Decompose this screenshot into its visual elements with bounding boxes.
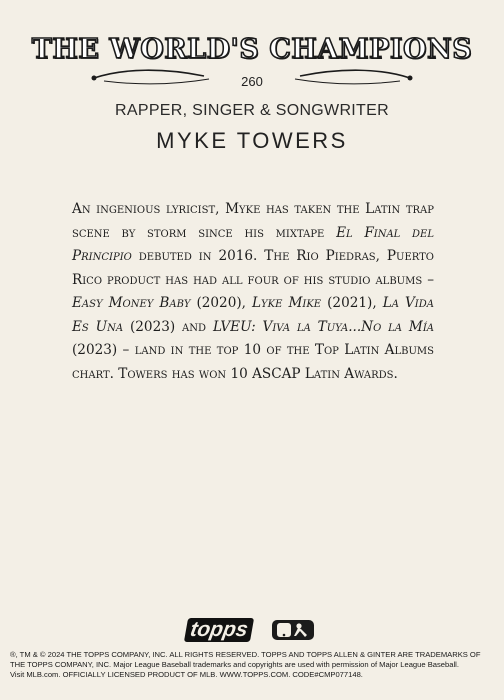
bio-text: (2020), — [190, 295, 253, 311]
bio-text: (2023) – land in the top 10 of the Top Latin Albums chart. Towers has won 10 ASCAP Latin Awards. — [72, 342, 434, 382]
profession-label: RAPPER, SINGER & SONGWRITER — [115, 102, 389, 119]
topps-logo: topps — [184, 618, 254, 642]
legal-line: ®, TM & © 2024 THE TOPPS COMPANY, INC. ALL RIGHTS RESERVED. TOPPS AND TOPPS ALLEN & GINTER ARE TRADEMARKS OF — [10, 650, 481, 659]
series-title: THE WORLD'S CHAMPIONS — [31, 34, 473, 65]
legal-line: Visit MLB.com. OFFICIALLY LICENSED PRODUCT OF MLB. WWW.TOPPS.COM. CODE#CMP077148. — [10, 670, 363, 680]
card-number: 260 — [241, 74, 263, 89]
subject-name: MYKE TOWERS — [156, 128, 348, 153]
mixtape-title: El Final del Principio — [72, 224, 434, 264]
album-title: LVEU: Viva la Tuya...No la Mía — [212, 318, 434, 335]
legal-line: THE TOPPS COMPANY, INC. Major League Baseball trademarks and copyrights are used with permission of Major League Baseball. — [10, 660, 459, 670]
bio-text: (2021), — [321, 295, 383, 311]
album-title: La Vida Es Una — [72, 295, 434, 335]
biography-text — [72, 198, 434, 386]
album-title: Lyke Mike — [252, 295, 322, 311]
legal-copyright-text — [10, 650, 496, 681]
mlb-batter-logo-icon — [272, 620, 314, 640]
album-title: Easy Money Baby — [72, 295, 191, 311]
bio-text: An ingenious lyricist, Myke has taken the Latin trap scene by storm since his mixtape — [72, 201, 434, 241]
bio-text: (2023) and — [123, 318, 213, 335]
bio-text: debuted in 2016. The Rio Piedras, Puerto Rico product has had all four of his studio albums – — [72, 248, 434, 288]
